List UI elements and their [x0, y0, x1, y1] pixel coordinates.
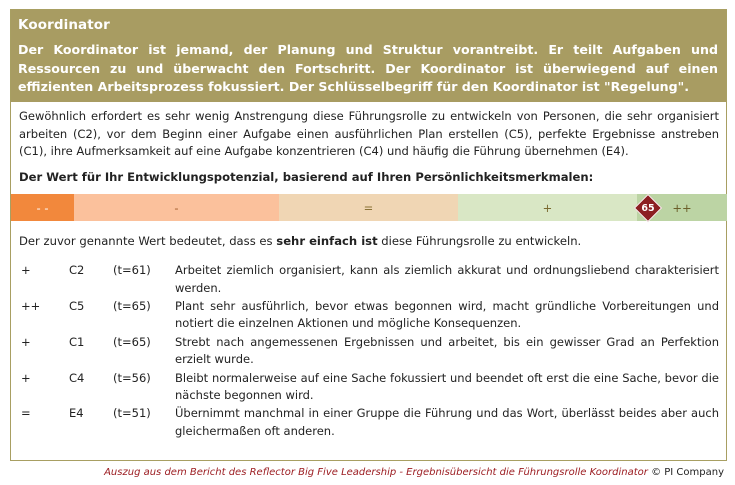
- trait-description: Bleibt normalerweise auf eine Sache fokussiert und beendet oft erst die eine Sache, bevor die nächste begonnen wird.: [175, 370, 719, 403]
- trait-description: Strebt nach angemessenen Ergebnissen und arbeitet, bis ein gewisser Grad an Perfektion erzielt wurde.: [175, 334, 719, 367]
- trait-sign: +: [21, 370, 31, 385]
- trait-description: Arbeitet ziemlich organisiert, kann als ziemlich akkurat und ordnungsliebend charakterisiert werden.: [175, 263, 719, 295]
- trait-t-value: (t=56): [113, 370, 151, 385]
- trait-row: [19, 334, 719, 369]
- report-reference: Auszug aus dem Bericht des Reflector Big Five Leadership - Ergebnisübersicht die Führungsrolle Koordinator: [104, 467, 648, 478]
- trait-code: C2: [69, 263, 85, 278]
- trait-t-value: (t=51): [113, 406, 151, 421]
- trait-description: Plant sehr ausführlich, bevor etwas begonnen wird, macht gründliche Vorbereitungen und notiert die einzelnen Aktionen und mögliche Konsequenzen.: [175, 298, 719, 331]
- trait-sign: +: [21, 263, 31, 278]
- intro-text: Gewöhnlich erfordert es sehr wenig Anstrengung diese Führungsrolle zu entwickeln von Personen, die sehr organisiert arbeiten (C2), vor dem Beginn einer Aufgabe einen ausführlichen Plan erstellen (C5), perfekte Ergebnisse anstreben (C1), ihre Aufmerksamkeit auf eine Aufgabe konzentrieren (C4) und häufig die Führung übernehmen (E4).: [19, 108, 719, 159]
- report-panel: [10, 9, 727, 461]
- trait-row: [19, 298, 719, 333]
- role-title: Koordinator: [18, 17, 110, 33]
- meaning-emphasis: sehr einfach ist: [276, 234, 378, 249]
- meaning-suffix: diese Führungsrolle zu entwickeln.: [377, 234, 582, 249]
- trait-row: [19, 370, 719, 405]
- trait-code: E4: [69, 406, 84, 421]
- scale-segment-very-high: ++: [637, 194, 727, 221]
- score-value: 65: [641, 202, 655, 214]
- trait-row: [19, 262, 719, 297]
- trait-t-value: (t=65): [113, 298, 151, 313]
- scale-segment-neutral: =: [279, 194, 458, 221]
- trait-code: C1: [69, 334, 85, 349]
- report-body: [11, 102, 726, 440]
- role-header: [11, 10, 726, 102]
- trait-code: C4: [69, 370, 85, 385]
- source-footer: [104, 467, 724, 478]
- scale-segment-low: -: [74, 194, 279, 221]
- score-marker: [633, 193, 663, 223]
- trait-t-value: (t=61): [113, 263, 151, 278]
- trait-sign: =: [21, 406, 31, 421]
- trait-list: [19, 262, 719, 440]
- scale-segment-high: +: [458, 194, 637, 221]
- copyright-notice: © PI Company: [647, 467, 724, 478]
- potential-scale: [11, 194, 727, 221]
- potential-heading: Der Wert für Ihr Entwicklungspotenzial, basierend auf Ihren Persönlichkeitsmerkmalen:: [19, 170, 594, 185]
- trait-sign: ++: [21, 298, 41, 313]
- score-meaning: [19, 233, 719, 249]
- trait-sign: +: [21, 334, 31, 349]
- trait-description: Übernimmt manchmal in einer Gruppe die Führung und das Wort, überlässt beides aber auch gleichermaßen oft anderen.: [175, 406, 719, 438]
- scale-segment-very-low: - -: [11, 194, 74, 221]
- trait-t-value: (t=65): [113, 334, 151, 349]
- meaning-prefix: Der zuvor genannte Wert bedeutet, dass es: [19, 234, 277, 249]
- role-summary: Der Koordinator ist jemand, der Planung und Struktur vorantreibt. Er teilt Aufgaben und Ressourcen zu und überwacht den Fortschritt. Der Koordinator ist überwiegend auf einen effizienten Arbeitsprozess fokussiert. Der Schlüsselbegriff für den Koordinator ist "Regelung".: [18, 42, 718, 95]
- trait-code: C5: [69, 298, 85, 313]
- trait-row: [19, 405, 719, 440]
